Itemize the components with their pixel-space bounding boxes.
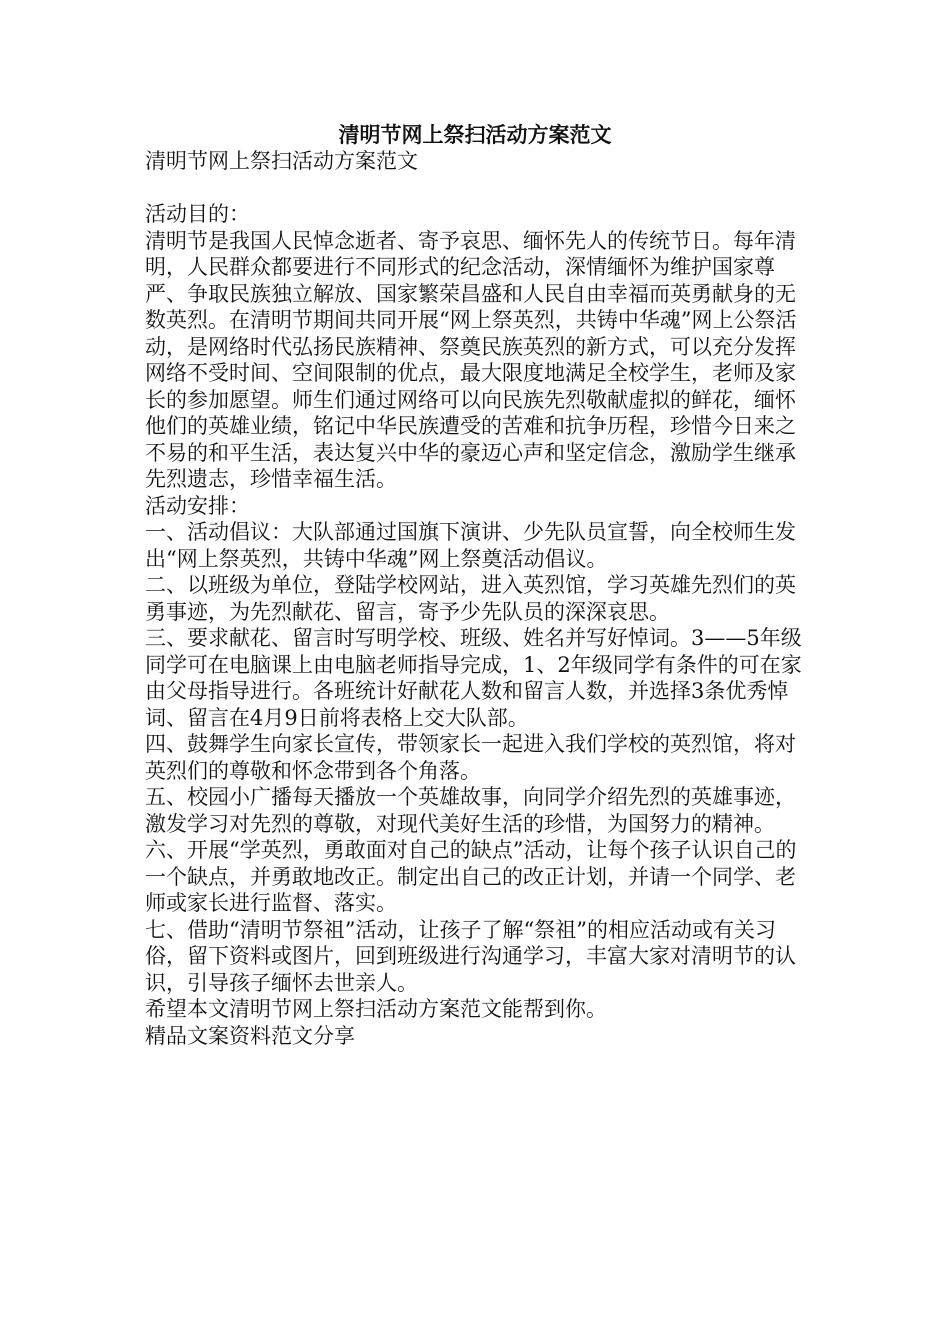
arrangement-item-2: 二、以班级为单位，登陆学校网站，进入英烈馆，学习英雄先烈们的英勇事迹，为先烈献花、留言，寄予少先队员的深深哀思。	[145, 573, 796, 624]
arrangement-item-6: 六、开展“学英烈，勇敢面对自己的缺点”活动，让每个孩子认识自己的一个缺点，并勇敢地改正。制定出自己的改正计划，并请一个同学、老师或家长进行监督、落实。	[145, 838, 797, 915]
purpose-heading: 活动目的：	[145, 202, 250, 226]
footer-line: 精品文案资料范文分享	[145, 1023, 355, 1048]
arrangement-heading: 活动安排：	[145, 493, 250, 518]
purpose-paragraph: 清明节是我国人民悼念逝者、寄予哀思、缅怀先人的传统节日。每年清明，人民群众都要进行不同形式的纪念活动，深情缅怀为维护国家尊严、争取民族独立解放、国家繁荣昌盛和人民自由幸福而英勇献身的无数英烈。在清明节期间共同开展“网上祭英烈，共铸中华魂”网上公祭活动，是网络时代弘扬民族精神、祭奠民族英烈的新方式，可以充分发挥网络不受时间、空间限制的优点，最大限度地满足全校学生，老师及家长的参加愿望。师生们通过网络可以向民族先烈敬献虚拟的鲜花，缅怀他们的英雄业绩，铭记中华民族遭受的苦难和抗争历程，珍惜今日来之不易的和平生活，表达复兴中华的豪迈心声和坚定信念，激励学生继承先烈遗志，珍惜幸福生活。	[145, 228, 797, 491]
arrangement-item-5: 五、校园小广播每天播放一个英雄故事，向同学介绍先烈的英雄事迹，激发学习对先烈的尊敬，对现代美好生活的珍惜，为国努力的精神。	[145, 785, 796, 836]
blank-line	[145, 175, 805, 202]
arrangement-item-1: 一、活动倡议：大队部通过国旗下演讲、少先队员宣誓，向全校师生发出“网上祭英烈，共铸中华魂”网上祭奠活动倡议。	[145, 520, 796, 571]
closing-line: 希望本文清明节网上祭扫活动方案范文能帮到你。	[145, 997, 607, 1021]
arrangement-item-3: 三、要求献花、留言时写明学校、班级、姓名并写好悼词。3——5年级同学可在电脑课上由电脑老师指导完成，1、2年级同学有条件的可在家由父母指导进行。各班统计好献花人数和留言人数，并选择3条优秀悼词、留言在4月9日前将表格上交大队部。	[145, 626, 802, 730]
document-subtitle: 清明节网上祭扫活动方案范文	[145, 149, 418, 173]
arrangement-item-4: 四、鼓舞学生向家长宣传，带领家长一起进入我们学校的英烈馆，将对英烈们的尊敬和怀念带到各个角落。	[145, 732, 796, 783]
arrangement-item-7: 七、借助“清明节祭祖”活动，让孩子了解“祭祖”的相应活动或有关习俗，留下资料或图片，回到班级进行沟通学习，丰富大家对清明节的认识，引导孩子缅怀去世亲人。	[145, 917, 796, 995]
document-title: 清明节网上祭扫活动方案范文	[338, 122, 612, 147]
document-body	[145, 148, 805, 1049]
